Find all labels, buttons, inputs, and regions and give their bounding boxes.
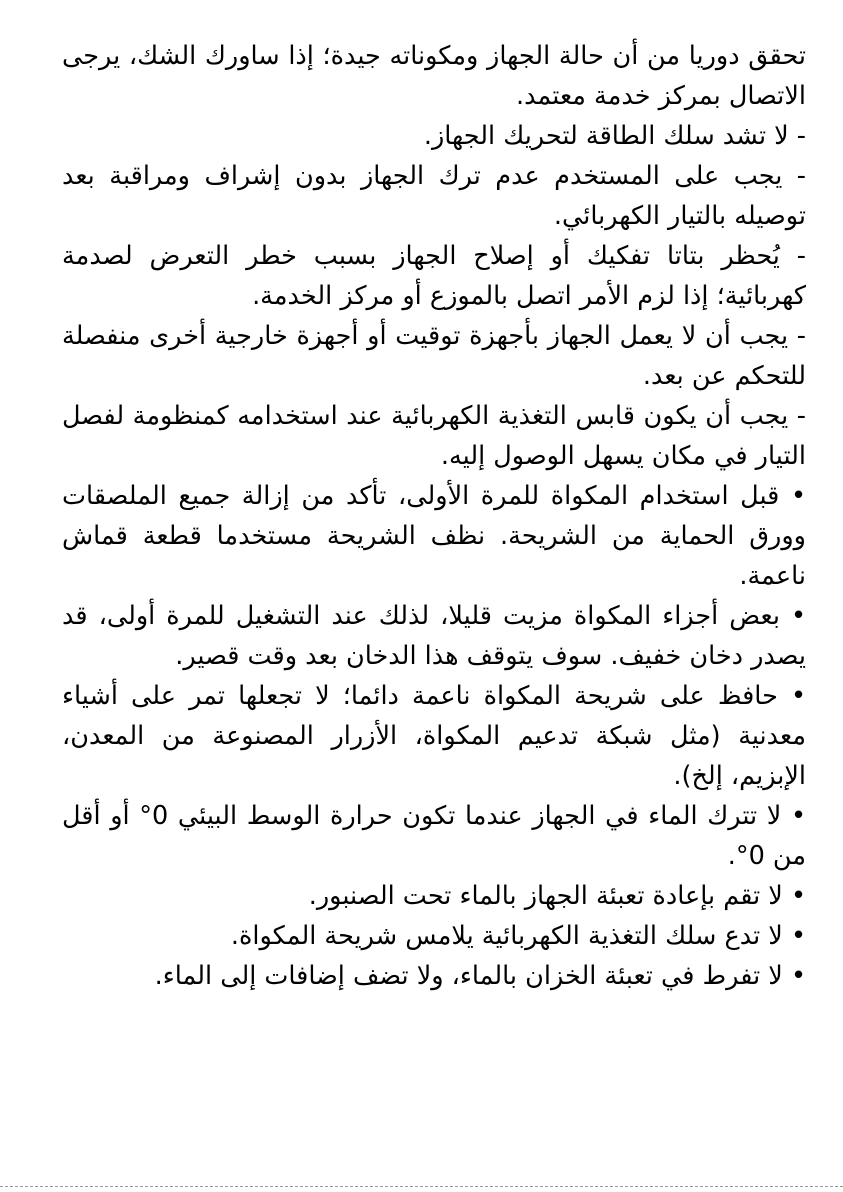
warning-timers: - يجب أن لا يعمل الجهاز بأجهزة توقيت أو أجهزة خارجية أخرى منفصلة للتحكم عن بعد. xyxy=(62,321,806,391)
bullet-cord-contact: • لا تدع سلك التغذية الكهربائية يلامس شريحة المكواة. xyxy=(230,921,806,951)
document-body xyxy=(62,36,806,996)
bullet-smoke: • بعض أجزاء المكواة مزيت قليلا، لذلك عند التشغيل للمرة أولى، قد يصدر دخان خفيف. سوف يتوقف هذا الدخان بعد وقت قصير. xyxy=(62,601,806,671)
intro-paragraph: تحقق دوريا من أن حالة الجهاز ومكوناته جيدة؛ إذا ساورك الشك، يرجى الاتصال بمركز خدمة معتمد. xyxy=(62,41,806,111)
bullet-tap-refill: • لا تقم بإعادة تعبئة الجهاز بالماء تحت الصنبور. xyxy=(308,881,806,911)
bullet-overfill: • لا تفرط في تعبئة الخزان بالماء، ولا تضف إضافات إلى الماء. xyxy=(154,961,806,991)
warning-plug-access: - يجب أن يكون قابس التغذية الكهربائية عند استخدامه كمنظومة لفصل التيار في مكان يسهل الوصول إليه. xyxy=(62,401,806,471)
bullet-soleplate-care: • حافظ على شريحة المكواة ناعمة دائما؛ لا تجعلها تمر على أشياء معدنية (مثل شبكة تدعيم المكواة، الأزرار المصنوعة من المعدن، الإبزيم، إلخ). xyxy=(62,681,806,791)
warning-disassembly: - يُحظر بتاتا تفكيك أو إصلاح الجهاز بسبب خطر التعرض لصدمة كهربائية؛ إذا لزم الأمر اتصل بالموزع أو مركز الخدمة. xyxy=(62,241,806,311)
warning-power-cord: - لا تشد سلك الطاقة لتحريك الجهاز. xyxy=(423,121,806,151)
bullet-freezing: • لا تترك الماء في الجهاز عندما تكون حرارة الوسط البيئي 0° أو أقل من 0°. xyxy=(62,801,806,871)
page-bottom-divider xyxy=(0,1186,843,1187)
bullet-first-use: • قبل استخدام المكواة للمرة الأولى، تأكد من إزالة جميع الملصقات وورق الحماية من الشريحة. نظف الشريحة مستخدما قطعة قماش ناعمة. xyxy=(62,481,806,591)
warning-unattended: - يجب على المستخدم عدم ترك الجهاز بدون إشراف ومراقبة بعد توصيله بالتيار الكهربائي. xyxy=(62,161,806,231)
